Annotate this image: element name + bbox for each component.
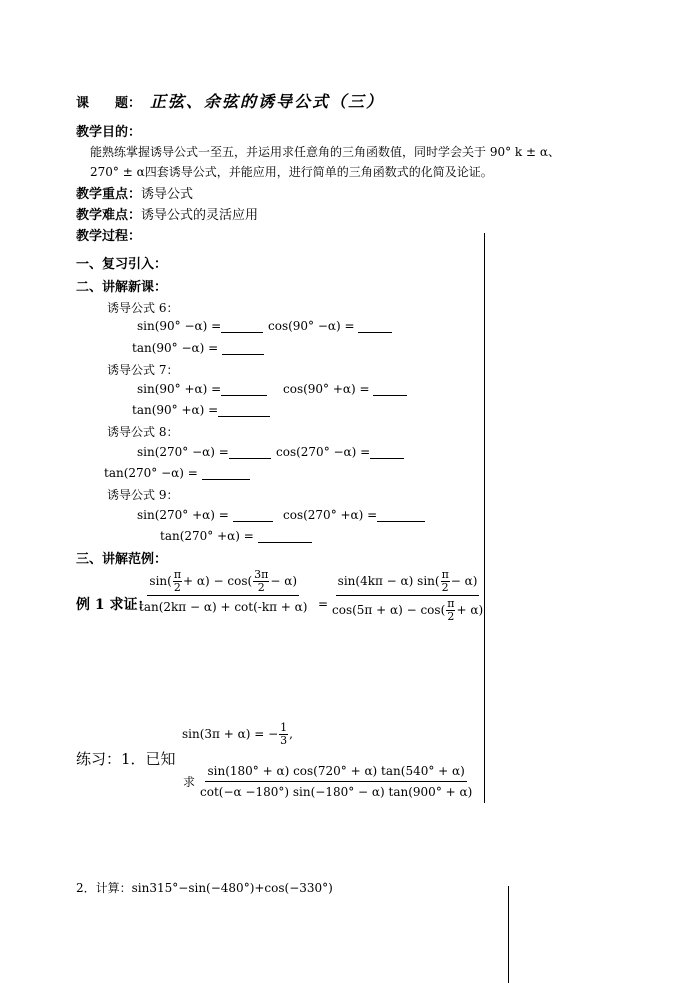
formula-6-cos: cos(90° −α) = <box>268 319 392 333</box>
example-1-label: 例 1 求证： <box>76 597 152 613</box>
formula-6-sin: sin(90° −α) = <box>137 319 263 333</box>
margin-rule-upper <box>484 233 485 803</box>
focus-row <box>76 183 193 202</box>
formula-7-sin: sin(90° +α) = <box>137 382 267 396</box>
formula-6-name: 诱导公式 6： <box>107 301 179 315</box>
objectives-line2: 270° ± α四套诱导公式，并能应用，进行简单的三角函数式的化简及论证。 <box>90 165 493 179</box>
answer-blank[interactable] <box>222 344 264 355</box>
formula-6-tan: tan(90° −α) = <box>132 341 264 355</box>
exercise-1-ask: 求 <box>183 775 196 789</box>
answer-blank[interactable] <box>218 406 270 417</box>
example-1-lhs <box>137 568 309 617</box>
answer-blank[interactable] <box>202 469 250 480</box>
section-review: 一、复习引入： <box>76 257 168 272</box>
lesson-title: 正弦、余弦的诱导公式（三） <box>150 92 385 111</box>
answer-blank[interactable] <box>229 448 271 459</box>
difficulty-heading: 教学难点： <box>76 208 142 223</box>
example-1-lhs-denominator: tan(2kπ − α) + cot(-kπ + α) <box>139 600 308 614</box>
formula-9-name: 诱导公式 9： <box>107 488 179 502</box>
answer-blank[interactable] <box>373 385 407 396</box>
process-heading: 教学过程： <box>76 229 142 244</box>
formula-7-name: 诱导公式 7： <box>107 363 179 377</box>
difficulty-row <box>76 204 258 223</box>
example-1-lhs-numerator: sin( $\frac{\pi}{2}$ + α) − cos( $\frac{3\pi}{2}$ − α) <box>149 568 298 594</box>
example-1-rhs <box>330 568 485 623</box>
formula-8-cos: cos(270° −α) = <box>276 445 404 459</box>
section-new: 二、讲解新课： <box>76 280 168 295</box>
focus-text: 诱导公式 <box>141 187 194 202</box>
answer-blank[interactable] <box>233 511 273 522</box>
answer-blank[interactable] <box>370 448 404 459</box>
formula-7-cos: cos(90° +α) = <box>283 382 407 396</box>
exercise-1-denominator: cot(−α −180°) sin(−180° − α) tan(900° + α) <box>200 785 473 799</box>
formula-8-name: 诱导公式 8： <box>107 425 179 439</box>
answer-blank[interactable] <box>258 532 312 543</box>
example-1-rhs-numerator: sin(4kπ − α) sin( $\frac{\pi}{2}$ − α) <box>337 568 478 594</box>
difficulty-text: 诱导公式的灵活应用 <box>141 208 259 223</box>
topic-label: 课 题： <box>76 96 142 111</box>
exercise-1-given: sin(3π + α) = − $\frac{1}{3}$ , <box>182 721 293 747</box>
objectives-heading: 教学目的： <box>76 125 142 140</box>
exercise-1-expression <box>198 762 474 801</box>
objectives-line1: 能熟练掌握诱导公式一至五，并运用求任意角的三角函数值，同时学会关于 90° k ± α、 <box>90 145 560 159</box>
example-1-equals: = <box>318 597 329 611</box>
exercise-1-label: 练习：1．已知 <box>76 750 176 768</box>
answer-blank[interactable] <box>377 511 425 522</box>
formula-9-sin: sin(270° +α) = <box>137 508 273 522</box>
formula-9-cos: cos(270° +α) = <box>283 508 425 522</box>
answer-blank[interactable] <box>221 385 267 396</box>
formula-8-sin: sin(270° −α) = <box>137 445 271 459</box>
margin-rule-lower <box>508 886 509 983</box>
answer-blank[interactable] <box>221 322 263 333</box>
answer-blank[interactable] <box>358 322 392 333</box>
example-1-rhs-denominator: cos(5π + α) − cos( $\frac{\pi}{2}$ + α) <box>332 597 484 623</box>
exercise-2-expression: sin315°−sin(−480°)+cos(−330°) <box>131 881 333 895</box>
formula-7-tan: tan(90° +α) = <box>132 403 270 417</box>
formula-9-tan: tan(270° +α) = <box>160 529 312 543</box>
section-examples: 三、讲解范例： <box>76 552 168 567</box>
exercise-1-numerator: sin(180° + α) cos(720° + α) tan(540° + α) <box>205 762 466 782</box>
formula-8-tan: tan(270° −α) = <box>104 466 250 480</box>
exercise-2-label: 2．计算： <box>76 881 132 895</box>
exercise-2 <box>76 879 333 896</box>
focus-heading: 教学重点： <box>76 187 142 202</box>
